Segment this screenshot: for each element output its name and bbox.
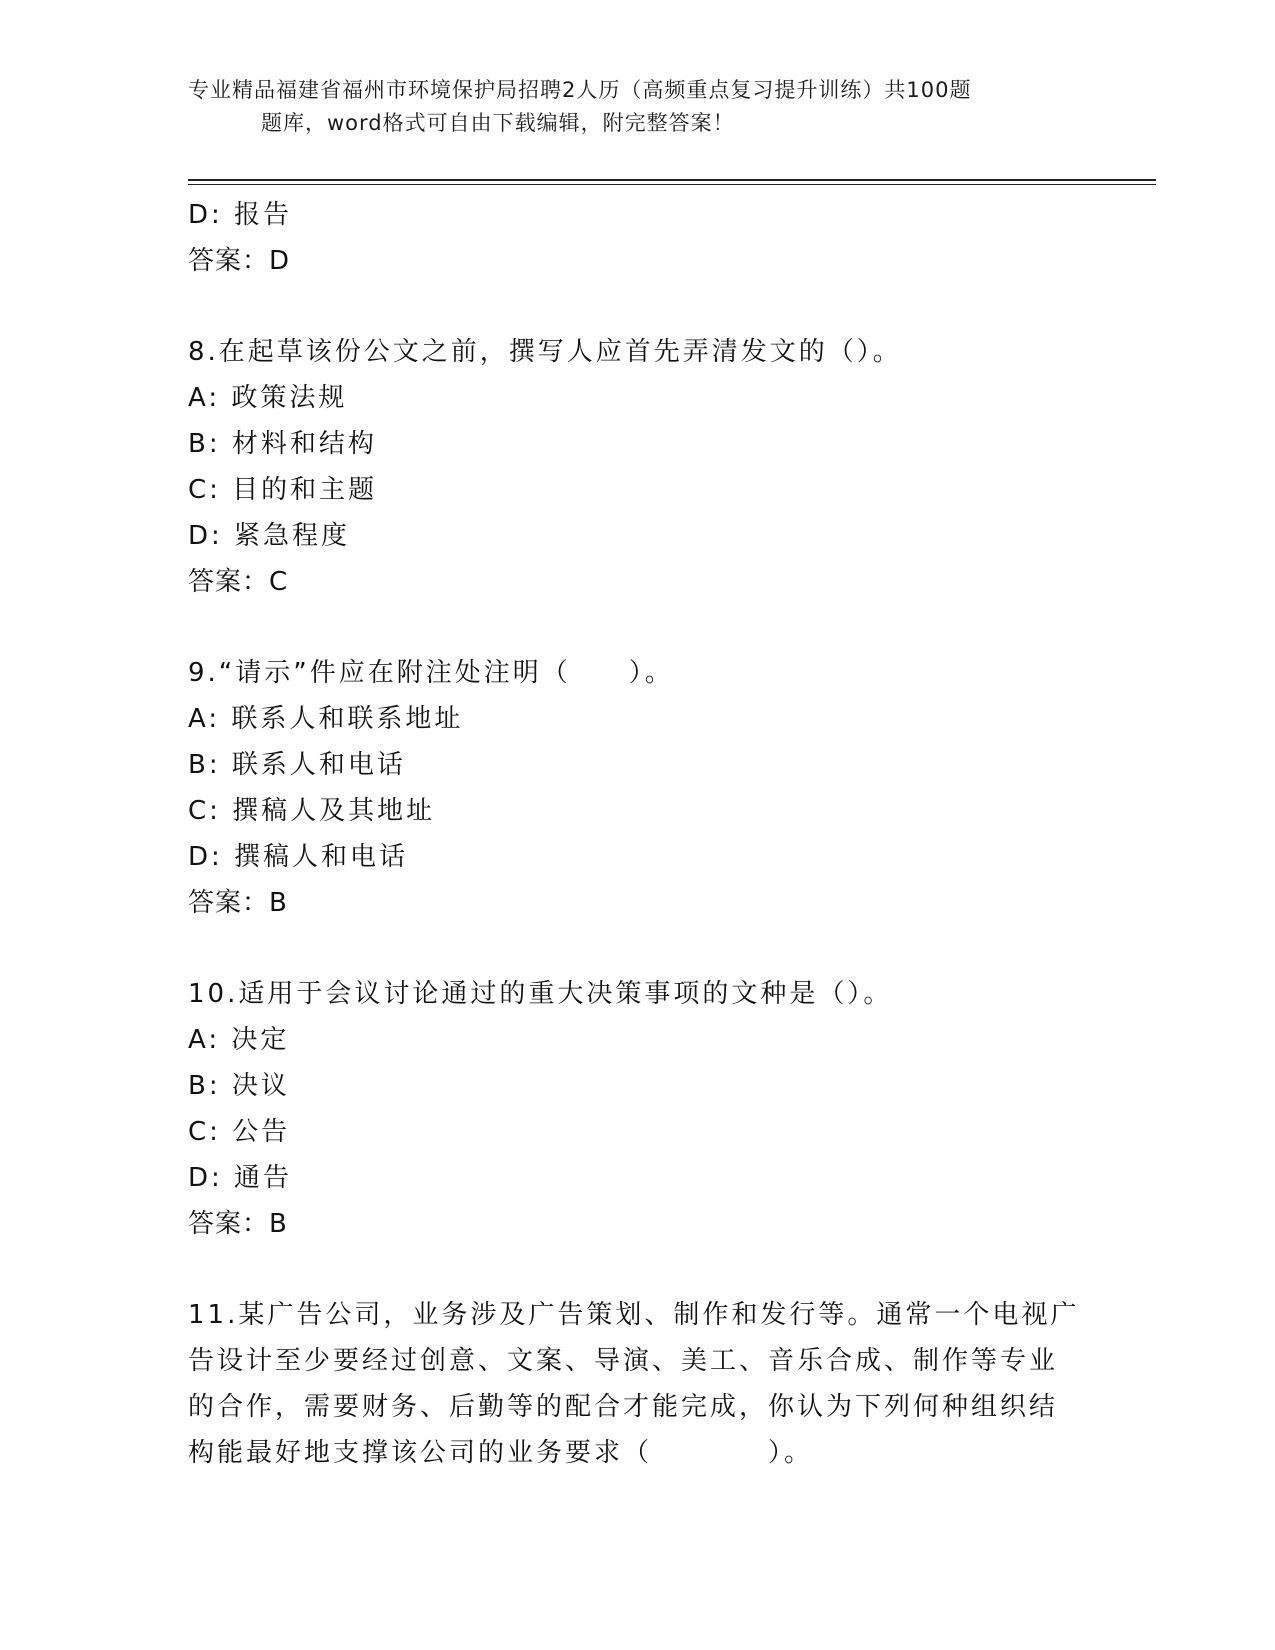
answer-line: 答案：B bbox=[188, 1209, 288, 1239]
spacer bbox=[188, 1247, 1088, 1292]
answer-line: 答案：D bbox=[188, 246, 291, 276]
header-rule-thick bbox=[188, 179, 1156, 181]
option-d: D: 通告 bbox=[188, 1163, 293, 1193]
question-11 bbox=[188, 1292, 1088, 1476]
option-c: C: 撰稿人及其地址 bbox=[188, 796, 436, 826]
question-text: 9.“请示”件应在附注处注明（ ）。 bbox=[188, 658, 674, 688]
question-7-tail bbox=[188, 192, 1088, 284]
header-title-line-1: 专业精品福建省福州市环境保护局招聘2人历（高频重点复习提升训练）共100题 bbox=[188, 78, 972, 102]
option-a: A: 政策法规 bbox=[188, 383, 348, 413]
question-list bbox=[188, 192, 1088, 1476]
question-text-line-1: 11.某广告公司，业务涉及广告策划、制作和发行等。通常一个电视广 bbox=[188, 1300, 1080, 1330]
spacer bbox=[188, 926, 1088, 971]
question-8 bbox=[188, 329, 1088, 605]
option-b: B: 决议 bbox=[188, 1071, 290, 1101]
header-rule-thin bbox=[188, 184, 1156, 185]
option-a: A: 联系人和联系地址 bbox=[188, 704, 464, 734]
option-a: A: 决定 bbox=[188, 1025, 290, 1055]
answer-line: 答案：B bbox=[188, 888, 288, 918]
option-c: C: 目的和主题 bbox=[188, 475, 378, 505]
answer-line: 答案：C bbox=[188, 567, 289, 597]
question-text: 10.适用于会议讨论通过的重大决策事项的文种是（）。 bbox=[188, 979, 893, 1009]
spacer bbox=[188, 605, 1088, 650]
question-text: 8.在起草该份公文之前，撰写人应首先弄清发文的（）。 bbox=[188, 337, 902, 367]
option-b: B: 联系人和电话 bbox=[188, 750, 406, 780]
question-text-line-4: 构能最好地支撑该公司的业务要求（ ）。 bbox=[188, 1438, 814, 1468]
option-b: B: 材料和结构 bbox=[188, 429, 377, 459]
question-9 bbox=[188, 650, 1088, 926]
question-10 bbox=[188, 971, 1088, 1247]
option-d: D: 撰稿人和电话 bbox=[188, 842, 409, 872]
question-text-line-3: 的合作，需要财务、后勤等的配合才能完成，你认为下列何种组织结 bbox=[188, 1392, 1059, 1422]
option-c: C: 公告 bbox=[188, 1117, 291, 1147]
spacer bbox=[188, 284, 1088, 329]
document-header bbox=[188, 74, 1088, 140]
question-text-line-2: 告设计至少要经过创意、文案、导演、美工、音乐合成、制作等专业 bbox=[188, 1346, 1059, 1376]
option-d: D: 紧急程度 bbox=[188, 521, 351, 551]
header-title-line-2: 题库，word格式可自由下载编辑，附完整答案！ bbox=[261, 111, 735, 135]
option-d: D: 报告 bbox=[188, 200, 293, 230]
